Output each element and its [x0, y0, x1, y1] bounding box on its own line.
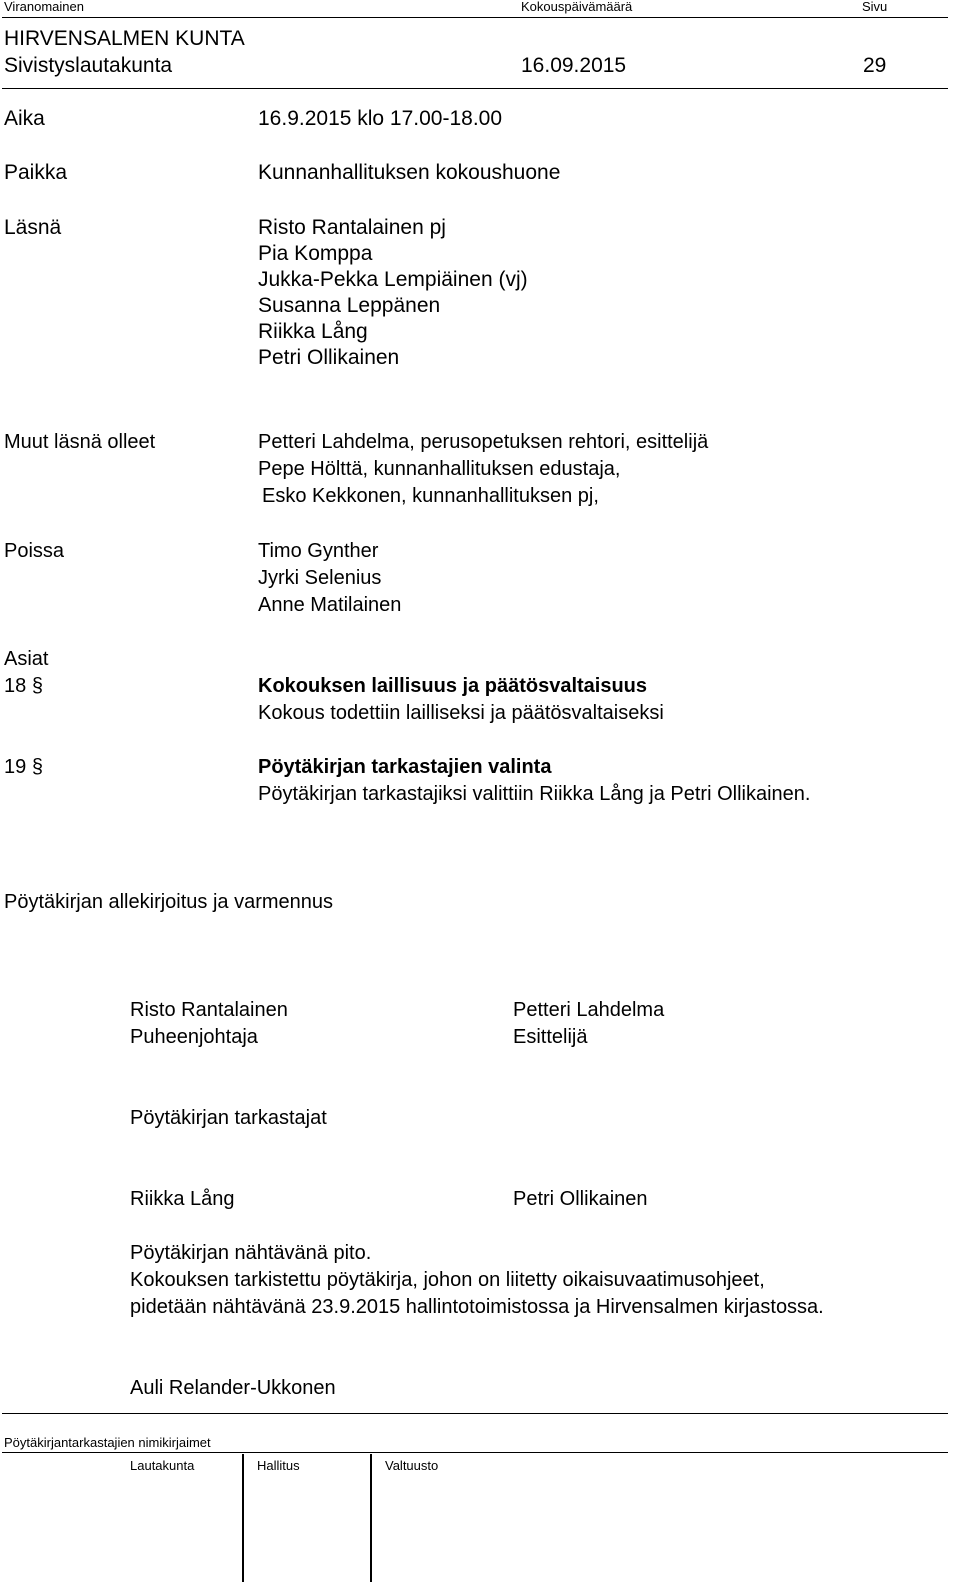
item-title: Pöytäkirjan tarkastajien valinta [258, 756, 552, 778]
item-text: Kokous todettiin lailliseksi ja päätösvaltaiseksi [258, 702, 664, 724]
header-top-rule [2, 17, 948, 18]
notice-line: Kokouksen tarkistettu pöytäkirja, johon on liitetty oikaisuvaatimusohjeet, [130, 1269, 765, 1291]
chair-role: Puheenjohtaja [130, 1026, 258, 1048]
committee-name: Sivistyslautakunta [4, 54, 173, 77]
page-number: 29 [863, 54, 887, 77]
section-sign-icon: § [31, 756, 43, 778]
footer-council-label: Valtuusto [385, 1458, 439, 1473]
present-label: Läsnä [4, 216, 62, 239]
absent-member: Anne Matilainen [258, 594, 402, 616]
section-sign-icon: § [31, 675, 43, 697]
signatures-heading: Pöytäkirjan allekirjoitus ja varmennus [4, 891, 334, 913]
header-date-label: Kokouspäivämäärä [521, 0, 633, 14]
others-label: Muut läsnä olleet [4, 431, 156, 453]
notice-line: pidetään nähtävänä 23.9.2015 hallintotoimistossa ja Hirvensalmen kirjastossa. [130, 1296, 824, 1318]
header-authority-label: Viranomainen [4, 0, 84, 14]
footer-divider [242, 1454, 244, 1582]
footer-initials-rule [2, 1452, 948, 1453]
footer-initials-label: Pöytäkirjantarkastajien nimikirjaimet [4, 1435, 211, 1450]
footer-board-label: Lautakunta [130, 1458, 195, 1473]
absent-list [258, 538, 401, 619]
organization-name: HIRVENSALMEN KUNTA [4, 27, 245, 50]
absent-member: Jyrki Selenius [258, 567, 382, 589]
inspector-name: Petri Ollikainen [513, 1188, 648, 1210]
present-member: Riikka Lång [258, 320, 368, 343]
time-label: Aika [4, 107, 45, 130]
items-label: Asiat [4, 648, 49, 670]
header-page-label: Sivu [862, 0, 888, 14]
present-member: Pia Komppa [258, 242, 373, 265]
item-text: Pöytäkirjan tarkastajiksi valittiin Riikka Lång ja Petri Ollikainen. [258, 783, 811, 805]
present-list [258, 215, 528, 371]
absent-member: Timo Gynther [258, 540, 379, 562]
place-label: Paikka [4, 161, 68, 184]
time-value: 16.9.2015 klo 17.00-18.00 [258, 107, 503, 130]
absent-label: Poissa [4, 540, 65, 562]
present-member: Petri Ollikainen [258, 346, 400, 369]
footer-government-label: Hallitus [257, 1458, 300, 1473]
chair-name: Risto Rantalainen [130, 999, 288, 1021]
inspector-name: Riikka Lång [130, 1188, 235, 1210]
present-member: Susanna Leppänen [258, 294, 441, 317]
other-attendee: Petteri Lahdelma, perusopetuksen rehtori, esittelijä [258, 431, 709, 453]
inspectors-heading: Pöytäkirjan tarkastajat [130, 1107, 327, 1129]
other-attendee: Esko Kekkonen, kunnanhallituksen pj, [262, 485, 599, 507]
other-attendee: Pepe Hölttä, kunnanhallituksen edustaja, [258, 458, 621, 480]
footer-rule [2, 1413, 948, 1414]
footer-divider [370, 1454, 372, 1582]
secretary-name: Auli Relander-Ukkonen [130, 1377, 336, 1399]
item-number: 18 § [4, 675, 43, 697]
meeting-date: 16.09.2015 [521, 54, 627, 77]
present-member: Risto Rantalainen pj [258, 216, 446, 239]
presenter-name: Petteri Lahdelma [513, 999, 665, 1021]
header-bottom-rule [2, 88, 948, 89]
others-list [258, 429, 708, 510]
presenter-role: Esittelijä [513, 1026, 588, 1048]
item-number: 19 § [4, 756, 43, 778]
present-member: Jukka-Pekka Lempiäinen (vj) [258, 268, 528, 291]
notice-title: Pöytäkirjan nähtävänä pito. [130, 1242, 372, 1264]
item-title: Kokouksen laillisuus ja päätösvaltaisuus [258, 675, 648, 697]
place-value: Kunnanhallituksen kokoushuone [258, 161, 561, 184]
